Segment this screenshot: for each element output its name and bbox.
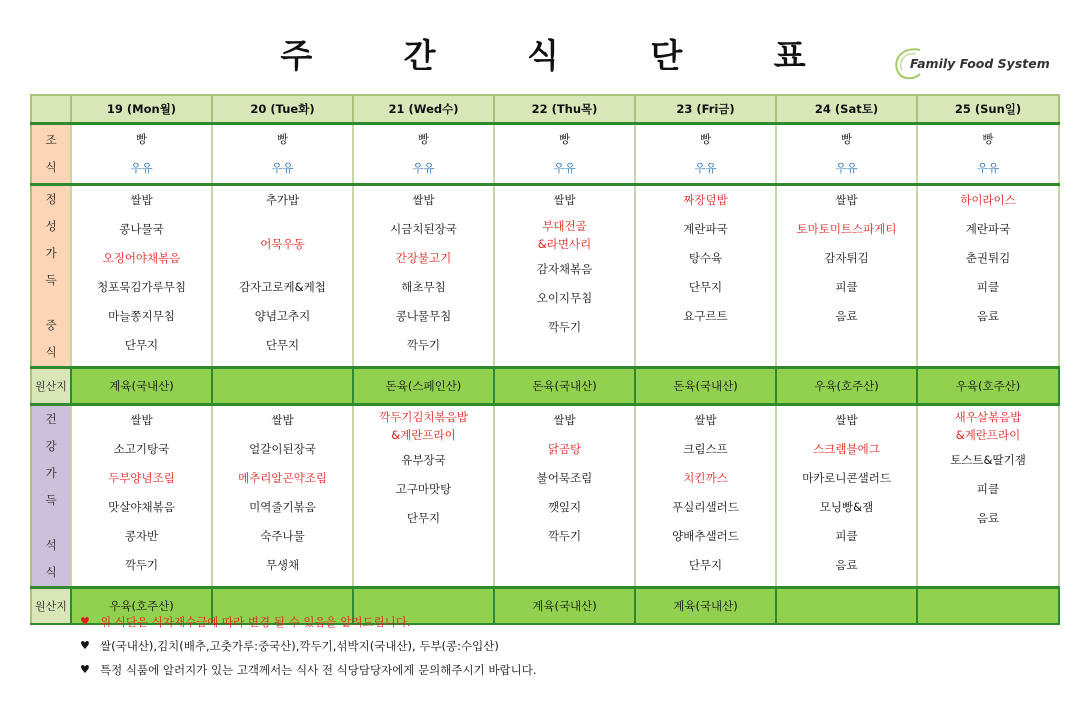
menu-item: 시금치된장국: [390, 222, 457, 236]
menu-item-list: [213, 406, 352, 580]
menu-item: 하이라이스: [960, 193, 1016, 207]
menu-item: 불어묵조림: [536, 471, 593, 485]
menu-item-line: 부대전골: [542, 219, 587, 233]
side-label-gap: [32, 294, 70, 312]
menu-item-milk: 우유: [130, 161, 153, 175]
dinner-row: [31, 405, 1059, 588]
menu-item: 요구르트: [683, 309, 728, 323]
day-header: 22 (Thu목): [494, 95, 635, 124]
menu-item: 깻잎지: [547, 500, 582, 514]
breakfast-cell: [635, 124, 776, 185]
lunch-cell: [494, 185, 635, 368]
origin-label: 원산지: [31, 368, 71, 405]
menu-item-list: [495, 406, 634, 551]
menu-item-line: &계란프라이: [391, 428, 456, 442]
menu-item: 마늘쫑지무침: [108, 309, 175, 323]
origin-cell: 돈육(스페인산): [353, 368, 494, 405]
origin-cell: 계육(국내산): [635, 588, 776, 625]
side-label-char: 성: [45, 219, 57, 233]
origin-cell: 우육(호주산): [917, 368, 1059, 405]
menu-item: 토스트&딸기잼: [950, 453, 1026, 467]
menu-item: 빵: [840, 132, 853, 146]
menu-item: 닭곰탕: [547, 442, 582, 456]
menu-item-list: [213, 186, 352, 360]
menu-item: 쌀밥: [835, 413, 858, 427]
note-item: [80, 634, 536, 658]
menu-item: 콩나물국: [119, 222, 164, 236]
side-label-char: 강: [45, 439, 57, 453]
menu-item: 깍두기: [547, 529, 582, 543]
side-label-char: 가: [45, 246, 57, 260]
dinner-cell: [776, 405, 917, 588]
note-item: [80, 658, 536, 682]
side-label-char: 석: [45, 538, 57, 552]
lunch-cell: [212, 185, 353, 368]
menu-item: 콩나물무침: [395, 309, 452, 323]
menu-item: 빵: [699, 132, 712, 146]
menu-item: 피클: [835, 529, 858, 543]
dinner-label: [31, 405, 71, 588]
note-text: 특정 식품에 알러지가 있는 고객께서는 식사 전 식당담당자에게 문의해주시기 바랍니다.: [100, 663, 537, 677]
menu-item: 콩자반: [124, 529, 159, 543]
menu-item: 쌀밥: [412, 193, 435, 207]
breakfast-label: [31, 124, 71, 185]
menu-item: 쌀밥: [130, 193, 153, 207]
lunch-cell: [776, 185, 917, 368]
day-header-row: [31, 95, 1059, 124]
menu-item-milk: 우유: [271, 161, 294, 175]
menu-item: 무생채: [265, 558, 300, 572]
origin-cell: 계육(국내산): [71, 368, 212, 405]
menu-item: 단무지: [688, 558, 723, 572]
side-label-char: 식: [45, 160, 57, 174]
lunch-cell: [635, 185, 776, 368]
menu-item: 쌀밥: [553, 193, 576, 207]
menu-item-list: [72, 186, 211, 360]
origin-cell: 계육(국내산): [494, 588, 635, 625]
breakfast-cell: [71, 124, 212, 185]
corner-cell: [31, 95, 71, 124]
breakfast-cell: [494, 124, 635, 185]
menu-item-line: 깍두기김치볶음밥: [379, 410, 468, 424]
menu-item: [354, 406, 493, 446]
menu-item: 어묵우동: [260, 237, 305, 251]
menu-item: 음료: [835, 558, 858, 572]
heart-icon: ♥: [80, 615, 90, 628]
menu-item: 해초무침: [401, 280, 446, 294]
menu-item: 쌀밥: [694, 413, 717, 427]
dinner-cell: [917, 405, 1059, 588]
menu-item: 토마토미트스파게티: [796, 222, 897, 236]
menu-item: 숙주나물: [260, 529, 305, 543]
breakfast-cell: [353, 124, 494, 185]
origin-label: 원산지: [31, 588, 71, 625]
menu-item: 단무지: [688, 280, 723, 294]
day-header: 23 (Fri금): [635, 95, 776, 124]
origin-cell: 돈육(국내산): [494, 368, 635, 405]
menu-item: 춘권튀김: [965, 251, 1011, 265]
menu-item-list: [354, 186, 493, 360]
menu-item: 오징어야채볶음: [102, 251, 181, 265]
menu-item: 치킨까스: [683, 471, 728, 485]
menu-item-milk: 우유: [835, 161, 858, 175]
menu-item-milk: 우유: [976, 161, 1000, 175]
menu-item-line: &계란프라이: [955, 428, 1021, 442]
menu-item: 감자튀김: [824, 251, 869, 265]
origin-cell: [776, 588, 917, 625]
menu-item: 간장불고기: [395, 251, 452, 265]
menu-item-list: [495, 186, 634, 342]
note-text: 위 식단은 식자재수급에 따라 변경 될 수 있음을 알려드립니다.: [100, 615, 411, 629]
menu-item: 양념고추지: [254, 309, 311, 323]
day-header: 21 (Wed수): [353, 95, 494, 124]
menu-item: 깍두기: [406, 338, 441, 352]
menu-item-list: [918, 186, 1058, 331]
dinner-cell: [353, 405, 494, 588]
heart-icon: ♥: [80, 663, 90, 676]
menu-item-list: [777, 186, 916, 331]
dinner-label-text: [32, 406, 70, 586]
logo: [890, 44, 1050, 84]
menu-item: 빵: [558, 132, 571, 146]
lunch-cell: [71, 185, 212, 368]
menu-item-list: [636, 186, 775, 331]
menu-item: 빵: [135, 132, 148, 146]
logo-text: Family Food System: [910, 56, 1050, 71]
menu-item: 피클: [976, 482, 1000, 496]
breakfast-label-text: [32, 127, 70, 181]
lunch-row: [31, 185, 1059, 368]
menu-item: 모닝빵&잼: [819, 500, 874, 514]
dinner-cell: [71, 405, 212, 588]
origin-cell: 우육(호주산): [71, 588, 212, 625]
origin-cell: [917, 588, 1059, 625]
menu-item: 탕수육: [688, 251, 723, 265]
lunch-cell: [917, 185, 1059, 368]
menu-item: 마카로니콘샐러드: [802, 471, 891, 485]
side-label-char: 득: [45, 493, 57, 507]
side-label-char: 가: [45, 466, 57, 480]
menu-item: 쌀밥: [271, 413, 294, 427]
menu-item: 얼갈이된장국: [249, 442, 316, 456]
menu-item: 쌀밥: [130, 413, 153, 427]
menu-item: 음료: [835, 309, 858, 323]
menu-item: 양배추샐러드: [672, 529, 739, 543]
menu-item: 음료: [976, 309, 1000, 323]
dinner-cell: [212, 405, 353, 588]
menu-item: 오이지무침: [536, 291, 593, 305]
menu-item-line: 새우살볶음밥: [954, 410, 1022, 424]
menu-item-list: [354, 406, 493, 533]
breakfast-row: [31, 124, 1059, 185]
menu-item-list: [918, 406, 1058, 533]
menu-item: 소고기탕국: [113, 442, 170, 456]
menu-item: 쌀밥: [553, 413, 576, 427]
side-label-gap: [32, 514, 70, 532]
menu-item: 깍두기: [547, 320, 582, 334]
page-title: 주 간 식 단 표: [280, 36, 846, 75]
lunch-cell: [353, 185, 494, 368]
menu-item: 빵: [417, 132, 430, 146]
menu-item-list: [777, 406, 916, 580]
side-label-char: 정: [45, 192, 57, 206]
origin-cell: 우육(호주산): [776, 368, 917, 405]
menu-item: 빵: [982, 132, 994, 146]
menu-item: [495, 215, 634, 255]
menu-item: 피클: [835, 280, 858, 294]
menu-item: 쌀밥: [835, 193, 858, 207]
day-header: 24 (Sat토): [776, 95, 917, 124]
origin-cell: 돈육(국내산): [635, 368, 776, 405]
lunch-origin-row: [31, 368, 1059, 405]
menu-item: 맛살야채볶음: [108, 500, 175, 514]
day-header: 25 (Sun일): [917, 95, 1059, 124]
breakfast-cell: [917, 124, 1059, 185]
notes: [80, 610, 536, 682]
menu-item: 단무지: [124, 338, 159, 352]
menu-item-milk: 우유: [412, 161, 435, 175]
menu-item: 빵: [276, 132, 289, 146]
menu-item: 짜장덮밥: [683, 193, 728, 207]
side-label-char: 식: [45, 345, 57, 359]
menu-item: 단무지: [406, 511, 441, 525]
menu-item: 감자고로케&케첩: [239, 280, 326, 294]
side-label-char: 식: [45, 565, 57, 579]
menu-item-line: &라면사리: [537, 237, 592, 251]
note-text: 쌀(국내산),김치(배추,고춧가루:중국산),깍두기,섞박지(국내산), 두부(콩:수입산): [100, 639, 499, 653]
lunch-label: [31, 185, 71, 368]
menu-item: 계란파국: [965, 222, 1011, 236]
menu-item: 피클: [976, 280, 1000, 294]
menu-item: 푸실리샐러드: [672, 500, 739, 514]
menu-item: 음료: [976, 511, 1000, 525]
menu-item: [918, 406, 1058, 446]
menu-item: 청포묵김가루무침: [97, 280, 186, 294]
day-header: 19 (Mon월): [71, 95, 212, 124]
weekly-menu-table: [30, 94, 1060, 625]
menu-item-list: [72, 406, 211, 580]
dinner-cell: [635, 405, 776, 588]
menu-item-milk: 우유: [553, 161, 576, 175]
menu-item: 크림스프: [683, 442, 728, 456]
menu-item-milk: 우유: [694, 161, 717, 175]
menu-item: 고구마맛탕: [395, 482, 452, 496]
menu-item: 스크램블에그: [813, 442, 880, 456]
menu-item: 단무지: [265, 338, 300, 352]
heart-icon: ♥: [80, 639, 90, 652]
breakfast-cell: [776, 124, 917, 185]
breakfast-cell: [212, 124, 353, 185]
menu-item: 감자채볶음: [536, 262, 593, 276]
menu-item: 깍두기: [124, 558, 159, 572]
dinner-cell: [494, 405, 635, 588]
side-label-char: 조: [45, 133, 57, 147]
day-header: 20 (Tue화): [212, 95, 353, 124]
menu-item-list: [636, 406, 775, 580]
side-label-char: 중: [45, 318, 57, 332]
menu-item: 추가밥: [265, 193, 300, 207]
menu-item: 메추리알곤약조림: [238, 471, 327, 485]
lunch-label-text: [32, 186, 70, 366]
side-label-char: 건: [45, 412, 57, 426]
note-item: [80, 610, 536, 634]
side-label-char: 득: [45, 273, 57, 287]
menu-item: 유부장국: [401, 453, 446, 467]
origin-cell: [212, 368, 353, 405]
menu-item: 두부양념조림: [108, 471, 175, 485]
menu-item: 계란파국: [683, 222, 728, 236]
menu-item: 미역줄기볶음: [249, 500, 316, 514]
